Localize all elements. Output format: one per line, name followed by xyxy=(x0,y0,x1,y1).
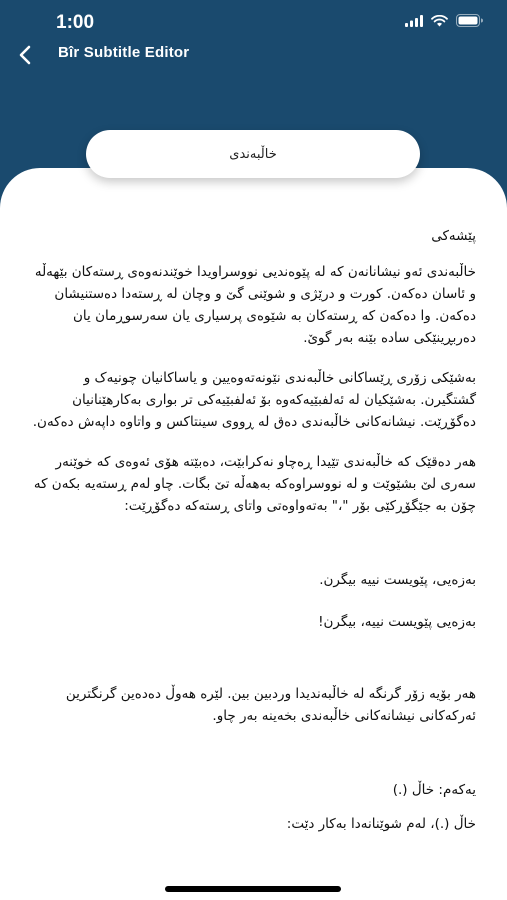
battery-icon xyxy=(456,14,483,27)
nav-bar xyxy=(0,36,507,72)
wifi-icon xyxy=(431,15,448,27)
nav-title: Bîr Subtitle Editor xyxy=(58,44,190,61)
paragraph-4: هەر بۆیە زۆر گرنگە لە خاڵبەندیدا وردبین بین. لێرە هەوڵ دەدەین گرنگترین ئەرکەکانی نیشانەکانی خاڵبەندی بخەینە بەر چاو. xyxy=(65,686,476,724)
status-time: 1:00 xyxy=(56,12,95,33)
example-1: بەزەیی، پێویست نییە بیگرن. xyxy=(319,572,476,588)
tab-punctuation[interactable]: خاڵبەندی xyxy=(86,130,420,178)
status-icons xyxy=(405,14,483,27)
list-item-2: خاڵ (.)، لەم شوێنانەدا بەکار دێت: xyxy=(286,816,476,832)
home-indicator[interactable] xyxy=(165,886,341,892)
paragraph-1: خاڵبەندی ئەو نیشانانەن کە لە پێوەندیی نووسراویدا خوێندنەوەی ڕستەکان بێهەڵە و ئاسان دەکەن. کورت و درێژی و شوێنی گێ و وچان لە ڕستەدا دەستنیشان دەکەن. وا دەکەن کە ڕستەکان بە شێوەی پرسیاری یان سەرسوڕمان یان دەربڕینێکی سادە بێنە بەر گوێ. xyxy=(34,264,476,346)
list-item-1: یەکەم: خاڵ (.) xyxy=(392,782,476,798)
chevron-left-icon xyxy=(18,45,32,65)
back-button[interactable] xyxy=(10,40,40,70)
paragraph-2: بەشێکی زۆری ڕێساکانی خاڵبەندی نێونەتەوەیین و یاساکانیان چونیەک و گشتگیرن. بەشێکیان لە ئەلفبێیەکەوە بۆ ئەلفبێیەکی تر بواری بەکارهێنانیان دەگۆڕێت. نیشانەکانی خاڵبەندی دەق لە ڕووی سینتاکس و واتاوە داپەش دەکەن. xyxy=(32,370,476,430)
document-heading: پێشەکی xyxy=(431,228,476,244)
document-text[interactable] xyxy=(28,225,476,835)
signal-icon xyxy=(405,15,423,27)
paragraph-3: هەر دەقێک کە خاڵبەندی تێیدا ڕەچاو نەکرابێت، دەبێتە هۆی ئەوەی کە خوێنەر سەری لێ بشێوێت و لە نووسراوەکە بەهەڵە تێ بگات. چاو لەم ڕستەیە بکەن کە چۆن بە جێگۆڕکێی بۆر "،" بەتەواوەتی واتای ڕستەکە دەگۆڕێت: xyxy=(33,454,476,514)
example-2: بەزەیی پێویست نییە، بیگرن! xyxy=(318,614,476,630)
